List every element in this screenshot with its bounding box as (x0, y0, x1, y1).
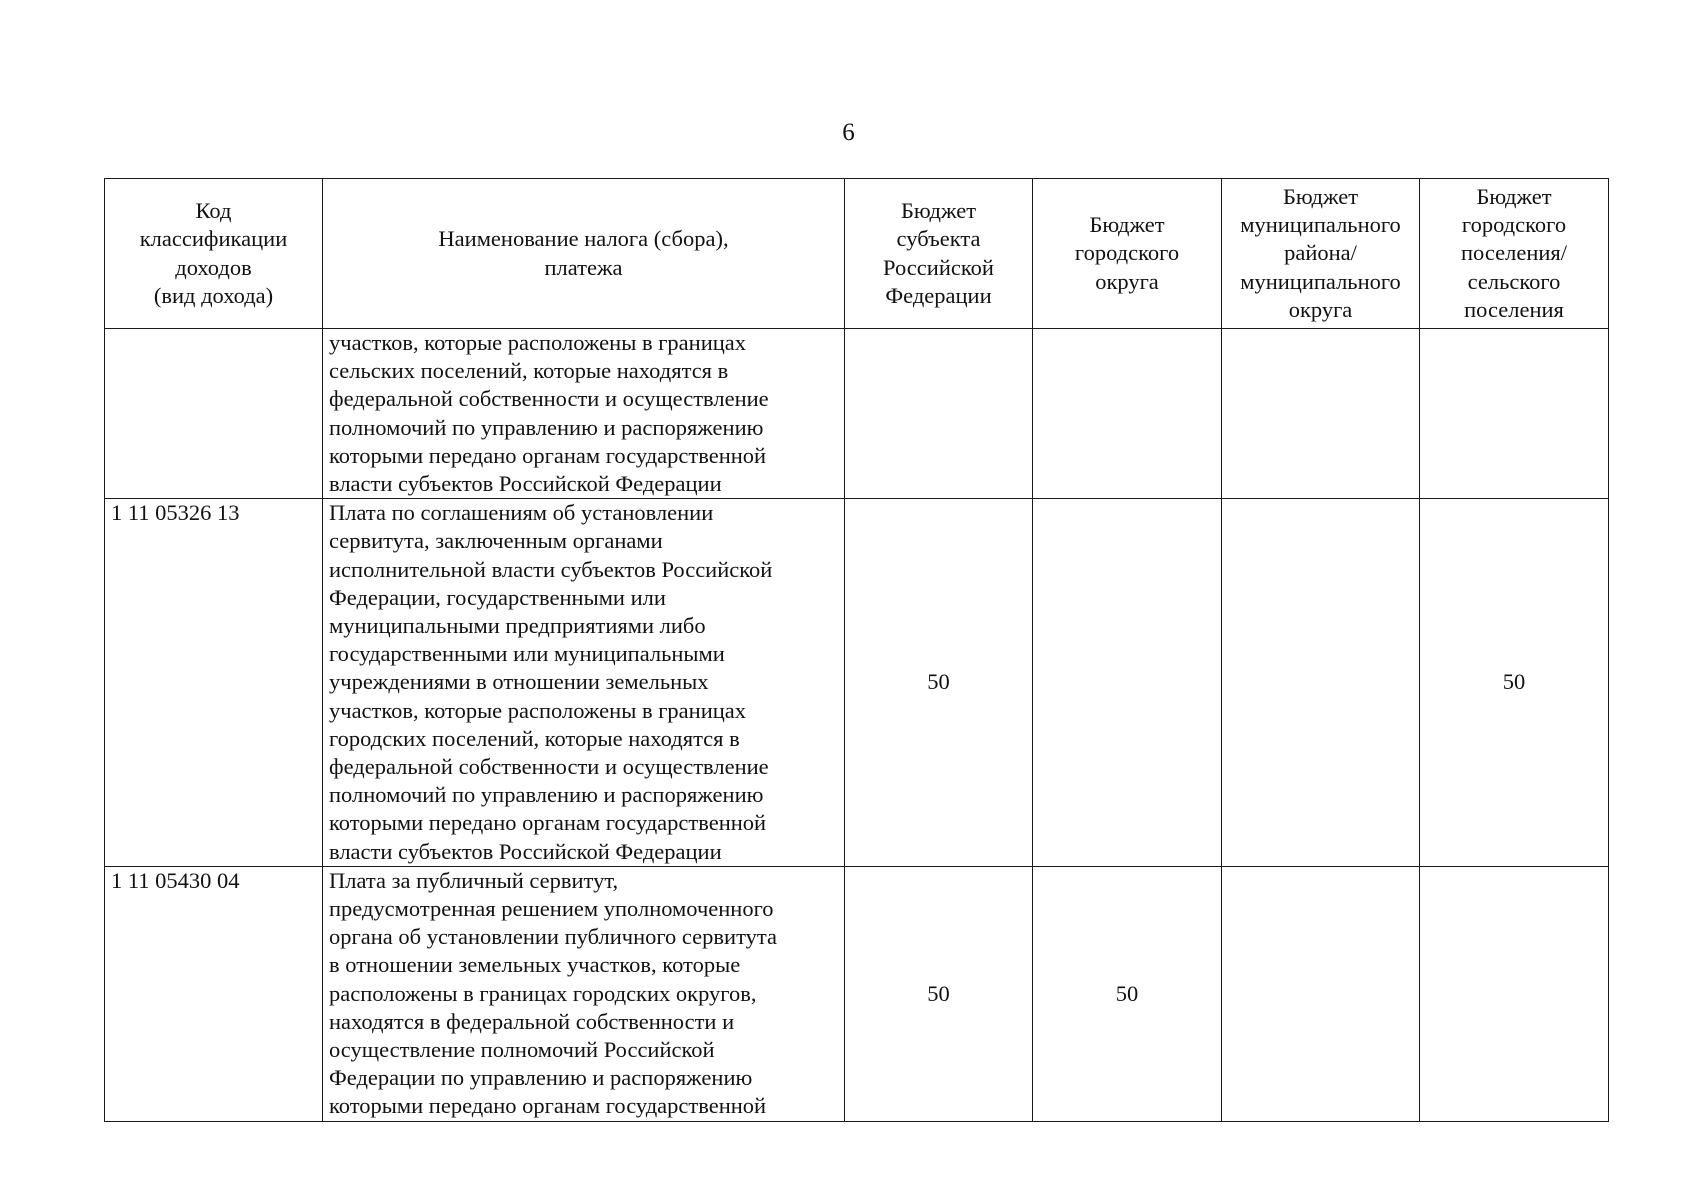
header-city-district-budget: Бюджет городского округа (1033, 179, 1222, 329)
table-row (105, 866, 1609, 1121)
city-district-budget-cell (1033, 329, 1222, 499)
code-cell: 1 11 05430 04 (105, 866, 323, 1121)
name-cell: Плата по соглашениям об установлении сервитута, заключенным органами исполнительной власти субъектов Российской Федерации, государственными или муниципальными предприятиями либо государственными или муниципальными учреждениями в отношении земельных участков, которые расположены в границах городских поселений, которые находятся в федеральной собственности и осуществление полномочий по управлению и распоряжению которыми передано органам государственной власти субъектов Российской Федерации (323, 499, 845, 867)
name-cell: Плата за публичный сервитут, предусмотренная решением уполномоченного органа об установлении публичного сервитута в отношении земельных участков, которые расположены в границах городских округов, находятся в федеральной собственности и осуществление полномочий Российской Федерации по управлению и распоряжению которыми передано органам государственной (323, 866, 845, 1121)
table-header-row (105, 179, 1609, 329)
revenue-distribution-table (104, 178, 1609, 1122)
table-row (105, 329, 1609, 499)
header-municipal-district-budget: Бюджет муниципального района/ муниципального округа (1222, 179, 1420, 329)
subject-budget-cell: 50 (845, 499, 1033, 867)
code-cell: 1 11 05326 13 (105, 499, 323, 867)
code-cell (105, 329, 323, 499)
city-district-budget-cell (1033, 499, 1222, 867)
settlement-budget-cell: 50 (1420, 499, 1609, 867)
header-name: Наименование налога (сбора), платежа (323, 179, 845, 329)
municipal-district-budget-cell (1222, 866, 1420, 1121)
settlement-budget-cell (1420, 329, 1609, 499)
table-row (105, 499, 1609, 867)
subject-budget-cell (845, 329, 1033, 499)
municipal-district-budget-cell (1222, 499, 1420, 867)
city-district-budget-cell: 50 (1033, 866, 1222, 1121)
settlement-budget-cell (1420, 866, 1609, 1121)
subject-budget-cell: 50 (845, 866, 1033, 1121)
header-settlement-budget: Бюджет городского поселения/ сельского поселения (1420, 179, 1609, 329)
header-subject-budget: Бюджет субъекта Российской Федерации (845, 179, 1033, 329)
header-code: Код классификации доходов (вид дохода) (105, 179, 323, 329)
name-cell: участков, которые расположены в границах сельских поселений, которые находятся в федеральной собственности и осуществление полномочий по управлению и распоряжению которыми передано органам государственной власти субъектов Российской Федерации (323, 329, 845, 499)
page-number: 6 (842, 119, 855, 146)
municipal-district-budget-cell (1222, 329, 1420, 499)
